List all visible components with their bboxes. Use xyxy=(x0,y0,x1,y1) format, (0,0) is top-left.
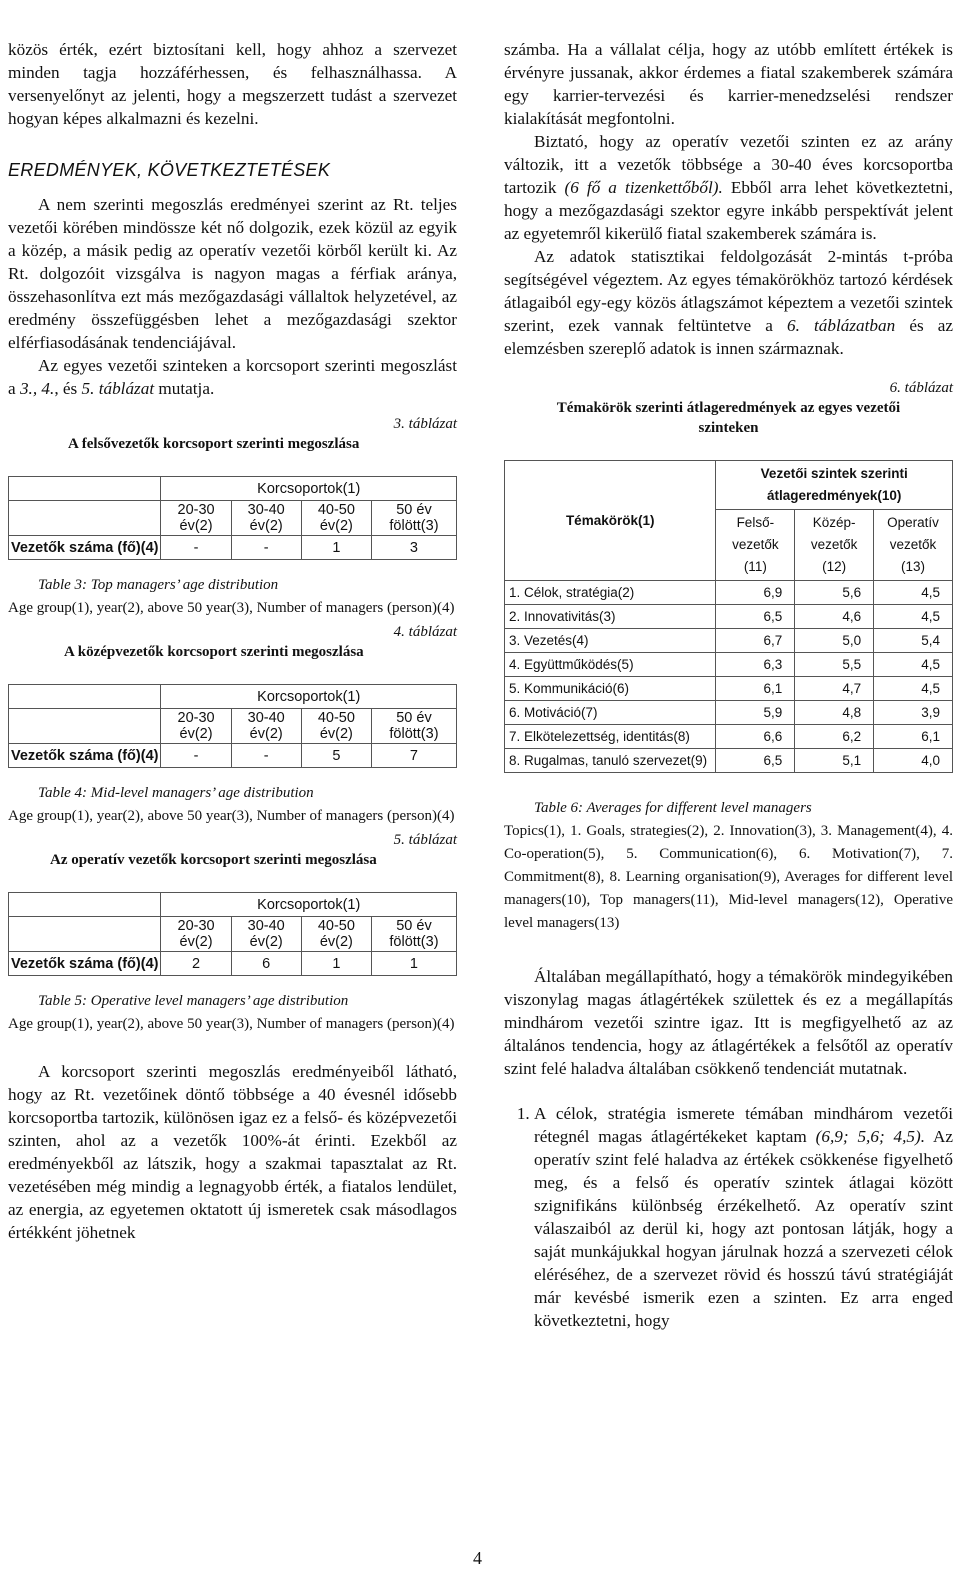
table-row xyxy=(505,677,953,701)
table-block-3 xyxy=(8,414,457,620)
age-table xyxy=(8,892,457,976)
value-cell: 6,1 xyxy=(716,677,795,701)
age-table xyxy=(8,476,457,560)
value-cell: 6,2 xyxy=(795,725,874,749)
english-caption: Table 5: Operative level managers’ age distribution xyxy=(38,993,349,1009)
header-cell: 40-50 év(2) xyxy=(301,709,371,744)
value-cell: 4,7 xyxy=(795,677,874,701)
table-row xyxy=(505,581,953,605)
paragraph: Általában megállapítható, hogy a témakörök mindegyikében viszonylag magas átlagértékek születtek és ez a megállapítás mindhárom vezetői szintre igaz. Itt is megfigyelhető az az általános tendencia, hogy az átlagértékek a felsőtől az operatív szint felé haladva általában csökkenő tendenciát mutatnak. xyxy=(504,967,953,1078)
value-cell: 4,5 xyxy=(874,653,953,677)
value-cell: 1 xyxy=(301,536,371,560)
empty-cell xyxy=(9,709,161,744)
header-cell: Operatív vezetők (13) xyxy=(874,510,953,581)
header-cell: 20-30 év(2) xyxy=(161,917,231,952)
table-number: 4. táblázat xyxy=(393,624,457,640)
list-item xyxy=(534,1102,953,1332)
header-cell: 30-40 év(2) xyxy=(231,709,301,744)
topic-cell: 5. Kommunikáció(6) xyxy=(505,677,716,701)
topic-cell: 6. Motiváció(7) xyxy=(505,701,716,725)
header-cell: Korcsoportok(1) xyxy=(161,477,457,501)
paragraph xyxy=(504,245,953,360)
value-cell: - xyxy=(161,744,231,768)
value-cell: 3 xyxy=(371,536,456,560)
value-cell: 5,1 xyxy=(795,749,874,773)
value-cell: 4,5 xyxy=(874,677,953,701)
empty-cell xyxy=(9,685,161,709)
section-heading: EREDMÉNYEK, KÖVETKEZTETÉSEK xyxy=(8,160,331,180)
table-number: 6. táblázat xyxy=(889,380,953,396)
header-cell: 20-30 év(2) xyxy=(161,501,231,536)
value-cell: 6 xyxy=(231,952,301,976)
text-run: , és xyxy=(54,379,82,398)
table-legend: Age group(1), year(2), above 50 year(3), Number of managers (person)(4) xyxy=(8,600,455,616)
table-block-4 xyxy=(8,622,457,828)
topic-cell: 8. Rugalmas, tanuló szervezet(9) xyxy=(505,749,716,773)
value-cell: 5,0 xyxy=(795,629,874,653)
text-run: Ebből arra lehet következtetni, hogy a mezőgazdasági szektor egyre inkább perspektívát jelent az egyetemről kikerülő fiatal szakemberek számára is. xyxy=(504,178,953,243)
empty-cell xyxy=(9,917,161,952)
paragraph: közös érték, ezért biztosítani kell, hogy ahhoz a szervezet minden tagja hozzáférhessen, és felhasználhassa. A versenyelőnyt az jelenti, hogy a megszerzett tudást a szervezet hogyan képes alkalmazni és kezelni. xyxy=(8,40,457,128)
value-cell: 3,9 xyxy=(874,701,953,725)
header-cell: Felső-vezetők (11) xyxy=(716,510,795,581)
value-cell: 4,0 xyxy=(874,749,953,773)
header-cell: 40-50 év(2) xyxy=(301,917,371,952)
value-cell: 2 xyxy=(161,952,231,976)
english-caption: Table 6: Averages for different level managers xyxy=(534,800,812,816)
averages-table xyxy=(504,460,953,773)
text-run: A célok, stratégia ismerete témában mindhárom vezetői rétegnél magas átlagértékeket kaptam xyxy=(534,1104,953,1146)
text-run: és az elemzésben szereplő adatok is innen származnak. xyxy=(504,316,954,358)
text-run: Az egyes vezetői szinteken a korcsoport szerinti megoszlást a xyxy=(8,356,457,398)
text-run: 6. táblázatban xyxy=(786,316,896,335)
text-run: (6,9; 5,6; 4,5). xyxy=(815,1127,926,1146)
table-legend: Age group(1), year(2), above 50 year(3), Number of managers (person)(4) xyxy=(8,808,455,824)
row-label: Vezetők száma (fő)(4) xyxy=(9,744,161,768)
empty-cell xyxy=(9,501,161,536)
paragraph: számba. Ha a vállalat célja, hogy az utóbb említett értékek is érvényre jussanak, akkor érdemes a fiatal szakemberek számára egy karrier-tervezési és karrier-menedzselési rendszer kialakítását megfontolni. xyxy=(504,40,953,128)
age-table xyxy=(8,684,457,768)
text-run: Biztató, hogy az operatív vezetői szinten ez az arány változik, itt a vezetők többsége a 30-40 éves korcsoportba tartozik xyxy=(504,132,953,197)
header-cell: 30-40 év(2) xyxy=(231,917,301,952)
value-cell: 6,3 xyxy=(716,653,795,677)
topic-cell: 7. Elkötelezettség, identitás(8) xyxy=(505,725,716,749)
paragraph xyxy=(504,130,953,245)
empty-cell xyxy=(9,477,161,501)
table-caption: Az operatív vezetők korcsoport szerinti megoszlása xyxy=(50,852,377,868)
value-cell: 5,4 xyxy=(874,629,953,653)
paragraph: A nem szerinti megoszlás eredményei szerint az Rt. teljes vezetői körében mindössze két nő dolgozik, ezek közül az egyik a közép, a másik pedig az operatív vezetői körből került ki. Az Rt. dolgozóit vizsgálva is nagyon magas a férfiak aránya, összehasonlítva ezt más mezőgazdasági vállaltok helyzetével, az eredmény összefüggésben lehet a mezőgazdasági szektor elférfiasodásának tendenciájával. xyxy=(8,195,457,352)
value-cell: 7 xyxy=(371,744,456,768)
value-cell: 5,9 xyxy=(716,701,795,725)
table-block-6 xyxy=(504,378,953,935)
value-cell: - xyxy=(231,744,301,768)
text-run: 3., 4. xyxy=(19,379,55,398)
text-run: Az adatok statisztikai feldolgozását 2-mintás t-próba segítségével végeztem. Az egyes témakörökhöz tartozó kérdések átlagaiból egy-egy közös átlagszámot képeztem a vezetői szintek szerint, ezek vannak feltüntetve a xyxy=(504,247,953,335)
table-row xyxy=(505,653,953,677)
value-cell: 6,1 xyxy=(874,725,953,749)
value-cell: 4,5 xyxy=(874,605,953,629)
value-cell: 6,5 xyxy=(716,605,795,629)
table-row xyxy=(505,725,953,749)
header-cell: 50 év fölött(3) xyxy=(371,501,456,536)
header-cell: Vezetői szintek szerinti átlageredmények(10) xyxy=(716,461,953,510)
topic-cell: 3. Vezetés(4) xyxy=(505,629,716,653)
empty-cell xyxy=(9,893,161,917)
left-column xyxy=(8,38,457,1244)
value-cell: 4,6 xyxy=(795,605,874,629)
value-cell: 6,7 xyxy=(716,629,795,653)
header-cell: 50 év fölött(3) xyxy=(371,709,456,744)
right-column xyxy=(504,38,953,1332)
table-number: 5. táblázat xyxy=(393,832,457,848)
table-row xyxy=(505,749,953,773)
value-cell: 5,6 xyxy=(795,581,874,605)
header-cell: Korcsoportok(1) xyxy=(161,685,457,709)
header-cell: 40-50 év(2) xyxy=(301,501,371,536)
header-cell: 50 év fölött(3) xyxy=(371,917,456,952)
row-label: Vezetők száma (fő)(4) xyxy=(9,952,161,976)
table-row xyxy=(505,701,953,725)
value-cell: - xyxy=(231,536,301,560)
value-cell: 1 xyxy=(301,952,371,976)
paragraph xyxy=(8,354,457,400)
topic-cell: 2. Innovativitás(3) xyxy=(505,605,716,629)
value-cell: 6,5 xyxy=(716,749,795,773)
header-cell: Közép-vezetők (12) xyxy=(795,510,874,581)
english-caption: Table 3: Top managers’ age distribution xyxy=(38,577,279,593)
value-cell: 4,8 xyxy=(795,701,874,725)
value-cell: 6,6 xyxy=(716,725,795,749)
topic-cell: 1. Célok, stratégia(2) xyxy=(505,581,716,605)
paragraph: A korcsoport szerinti megoszlás eredményeiből látható, hogy az Rt. vezetőinek döntő többsége a 40 évesnél idősebb korcsoportba tartozik, különösen igaz ez a felső- és középvezetői szinten, ahol az a vezetők 100%-át érinti. Ezekből az eredményekből az látszik, hogy a szakmai tapasztalat az Rt. vezetésében még mindig a legnagyobb érték, a fiatalos lendület, az energia, az egyetemen oktatott új ismeretek csak másodlagos értékként jöhetnek xyxy=(8,1062,457,1242)
table-row xyxy=(505,629,953,653)
text-run: (6 fő a tizenkettőből). xyxy=(564,178,723,197)
header-cell: Témakörök(1) xyxy=(505,461,716,581)
value-cell: 5,5 xyxy=(795,653,874,677)
text-run: mutatja. xyxy=(154,379,215,398)
value-cell: 5 xyxy=(301,744,371,768)
page-number: 4 xyxy=(473,1548,482,1568)
value-cell: 1 xyxy=(371,952,456,976)
value-cell: - xyxy=(161,536,231,560)
row-label: Vezetők száma (fő)(4) xyxy=(9,536,161,560)
text-run: Az operatív szint felé haladva az értékek csökkenése figyelhető meg, és a felső és operatív szintek átlagai között szignifikáns különbség érzékelhető. Az operatív szint válaszaiból az derül ki, hogy azt pontosan látják, hogy a saját munkájukkal hogyan járulnak hozzá a szervezeti célok eléréséhez, de a szervezet rövid és hosszú távú stratégiáját már kevésbé ismerik ezen a szinten. Ez arra enged következtetni, hogy xyxy=(534,1127,953,1330)
value-cell: 6,9 xyxy=(716,581,795,605)
numbered-list xyxy=(504,1102,953,1332)
table-caption: A középvezetők korcsoport szerinti megoszlása xyxy=(64,644,364,660)
english-caption: Table 4: Mid-level managers’ age distribution xyxy=(38,785,314,801)
table-block-5 xyxy=(8,830,457,1036)
header-cell: Korcsoportok(1) xyxy=(161,893,457,917)
table-row xyxy=(505,605,953,629)
table-legend: Age group(1), year(2), above 50 year(3), Number of managers (person)(4) xyxy=(8,1016,455,1032)
table-caption: A felsővezetők korcsoport szerinti megoszlása xyxy=(68,436,360,452)
table-number: 3. táblázat xyxy=(393,416,457,432)
table-legend: Topics(1), 1. Goals, strategies(2), 2. Innovation(3), 3. Management(4), 4. Co-operation(5), 5. Communication(6), 6. Motivation(7), 7. Commitment(8), 8. Learning organisation(9), Averages for different level managers(10), Top managers(11), Mid-level managers(12), Operative level managers(13) xyxy=(504,823,953,931)
header-cell: 30-40 év(2) xyxy=(231,501,301,536)
table-caption: Témakörök szerinti átlageredmények az egyes vezetői szinteken xyxy=(556,400,901,436)
value-cell: 4,5 xyxy=(874,581,953,605)
text-run: 5. táblázat xyxy=(81,379,155,398)
header-cell: 20-30 év(2) xyxy=(161,709,231,744)
topic-cell: 4. Együttműködés(5) xyxy=(505,653,716,677)
